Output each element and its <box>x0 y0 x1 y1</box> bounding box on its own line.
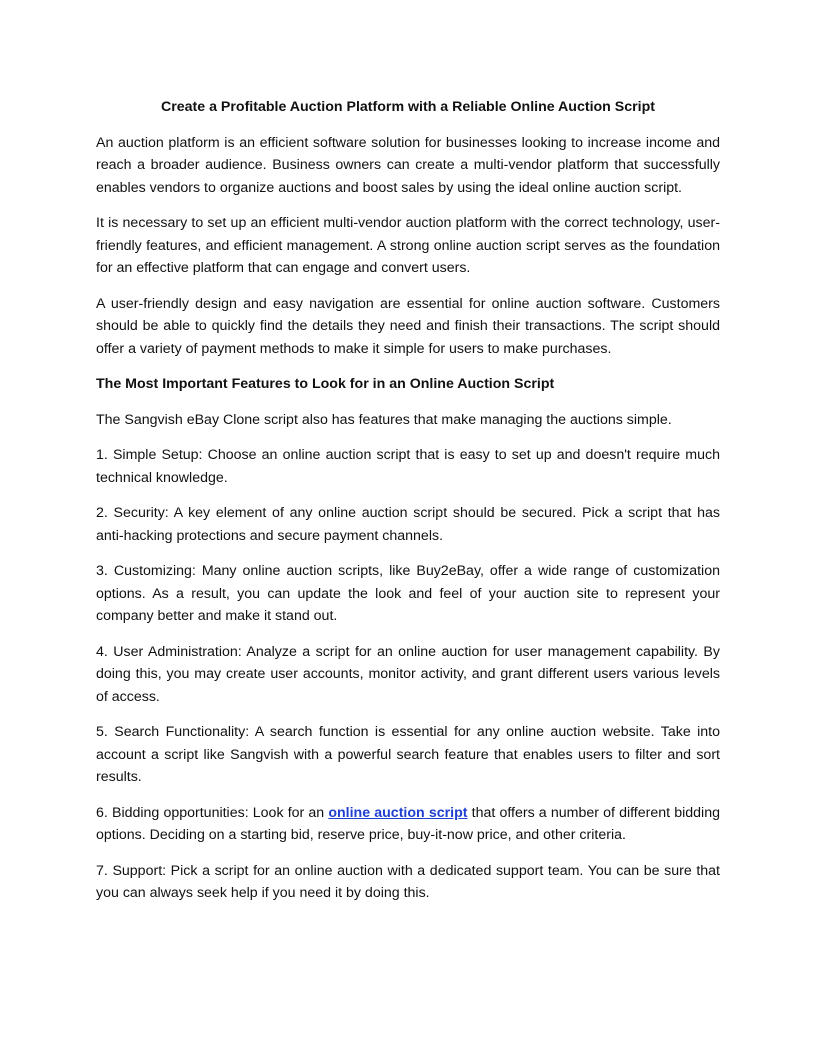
feature-bidding-opportunities <box>96 802 720 847</box>
feature-bidding-text-before: 6. Bidding opportunities: Look for an <box>96 804 329 821</box>
feature-search-functionality: 5. Search Functionality: A search function is essential for any online auction website. Take into account a script like Sangvish with a powerful search feature that enables users to filter and sort results. <box>96 724 720 785</box>
feature-simple-setup: 1. Simple Setup: Choose an online auction script that is easy to set up and doesn't require much technical knowledge. <box>96 447 720 486</box>
feature-security: 2. Security: A key element of any online auction script should be secured. Pick a script that has anti-hacking protections and secure payment channels. <box>96 505 720 544</box>
intro-paragraph-2: It is necessary to set up an efficient multi-vendor auction platform with the correct technology, user-friendly features, and efficient management. A strong online auction script serves as the foundation for an effective platform that can engage and convert users. <box>96 215 720 276</box>
feature-support: 7. Support: Pick a script for an online auction with a dedicated support team. You can be sure that you can always seek help if you need it by doing this. <box>96 862 720 901</box>
document-page <box>96 96 720 918</box>
feature-user-administration: 4. User Administration: Analyze a script for an online auction for user management capability. By doing this, you may create user accounts, monitor activity, and grant different users various levels of access. <box>96 643 720 705</box>
feature-bidding-text-after: that offers a number of different bidding options. Deciding on a starting bid, reserve price, buy-it-now price, and other criteria. <box>96 804 720 843</box>
document-title: Create a Profitable Auction Platform with a Reliable Online Auction Script <box>160 99 655 115</box>
online-auction-script-link[interactable]: online auction script <box>328 804 468 821</box>
features-heading: The Most Important Features to Look for in an Online Auction Script <box>96 376 555 392</box>
features-intro: The Sangvish eBay Clone script also has features that make managing the auctions simple. <box>96 411 672 428</box>
feature-customizing: 3. Customizing: Many online auction scripts, like Buy2eBay, offer a wide range of customization options. As a result, you can update the look and feel of your auction site to represent your company better and make it stand out. <box>96 563 720 624</box>
intro-paragraph-1: An auction platform is an efficient software solution for businesses looking to increase income and reach a broader audience. Business owners can create a multi-vendor platform that successfully enables vendors to organize auctions and boost sales by using the ideal online auction script. <box>96 134 720 196</box>
intro-paragraph-3: A user-friendly design and easy navigation are essential for online auction software. Customers should be able to quickly find the details they need and finish their transactions. The script should offer a variety of payment methods to make it simple for users to make purchases. <box>96 295 720 357</box>
